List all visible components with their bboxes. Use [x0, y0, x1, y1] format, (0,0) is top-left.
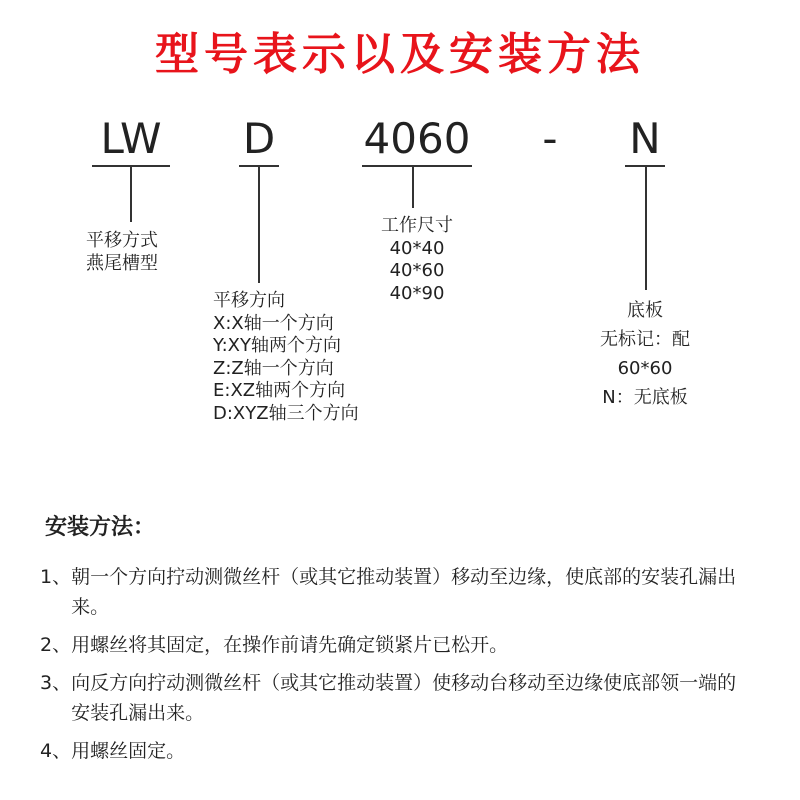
size-option: 40*90 — [389, 282, 445, 304]
step-number: 4、 — [40, 740, 72, 762]
step-number: 2、 — [40, 634, 72, 656]
leader-n — [645, 165, 647, 290]
base-description — [575, 296, 715, 412]
code-separator: - — [542, 114, 558, 163]
lw-desc-line: 平移方式 — [86, 230, 158, 251]
step-number: 3、 — [40, 672, 72, 694]
base-line: 无标记：配 — [600, 329, 690, 350]
page-title: 型号表示以及安装方法 — [155, 29, 645, 80]
direction-option: Z:Z轴一个方向 — [213, 357, 334, 379]
direction-option: E:XZ轴两个方向 — [213, 380, 346, 401]
leader-d — [258, 165, 260, 283]
size-heading: 工作尺寸 — [381, 215, 453, 236]
install-steps — [40, 562, 780, 774]
direction-option: Y:XY轴两个方向 — [213, 335, 341, 356]
step-text: 用螺丝固定。 — [71, 740, 186, 762]
leader-lw — [130, 165, 132, 222]
size-option: 40*60 — [389, 260, 445, 281]
install-step — [40, 630, 780, 660]
install-step — [40, 736, 780, 766]
direction-description — [213, 290, 359, 425]
leader-size — [412, 165, 414, 208]
size-option: 40*40 — [389, 237, 445, 259]
step-text: 朝一个方向拧动测微丝杆（或其它推动装置）移动至边缘，使底部的安装孔漏出来。 — [71, 566, 737, 618]
code-part-lw: LW — [100, 114, 162, 163]
base-heading: 底板 — [627, 300, 663, 321]
step-number: 1、 — [40, 566, 72, 588]
step-text: 用螺丝将其固定，在操作前请先确定锁紧片已松开。 — [71, 634, 509, 656]
direction-heading: 平移方向 — [213, 290, 285, 311]
install-step — [40, 668, 780, 728]
install-heading: 安装方法： — [45, 515, 156, 540]
code-part-n: N — [629, 114, 661, 163]
underline-size — [362, 165, 472, 167]
step-text: 向反方向拧动测微丝杆（或其它推动装置）使移动台移动至边缘使底部领一端的安装孔漏出来。 — [71, 672, 737, 724]
base-line: 60*60 — [617, 358, 673, 379]
direction-option: X:X轴一个方向 — [213, 312, 334, 334]
base-line: N：无底板 — [602, 387, 688, 408]
lw-desc-line: 燕尾槽型 — [86, 252, 158, 274]
code-part-size: 4060 — [363, 114, 471, 163]
size-description — [362, 215, 472, 305]
install-step — [40, 562, 780, 622]
direction-option: D:XYZ轴三个方向 — [213, 402, 359, 424]
lw-description — [86, 230, 158, 275]
code-part-d: D — [242, 114, 276, 163]
